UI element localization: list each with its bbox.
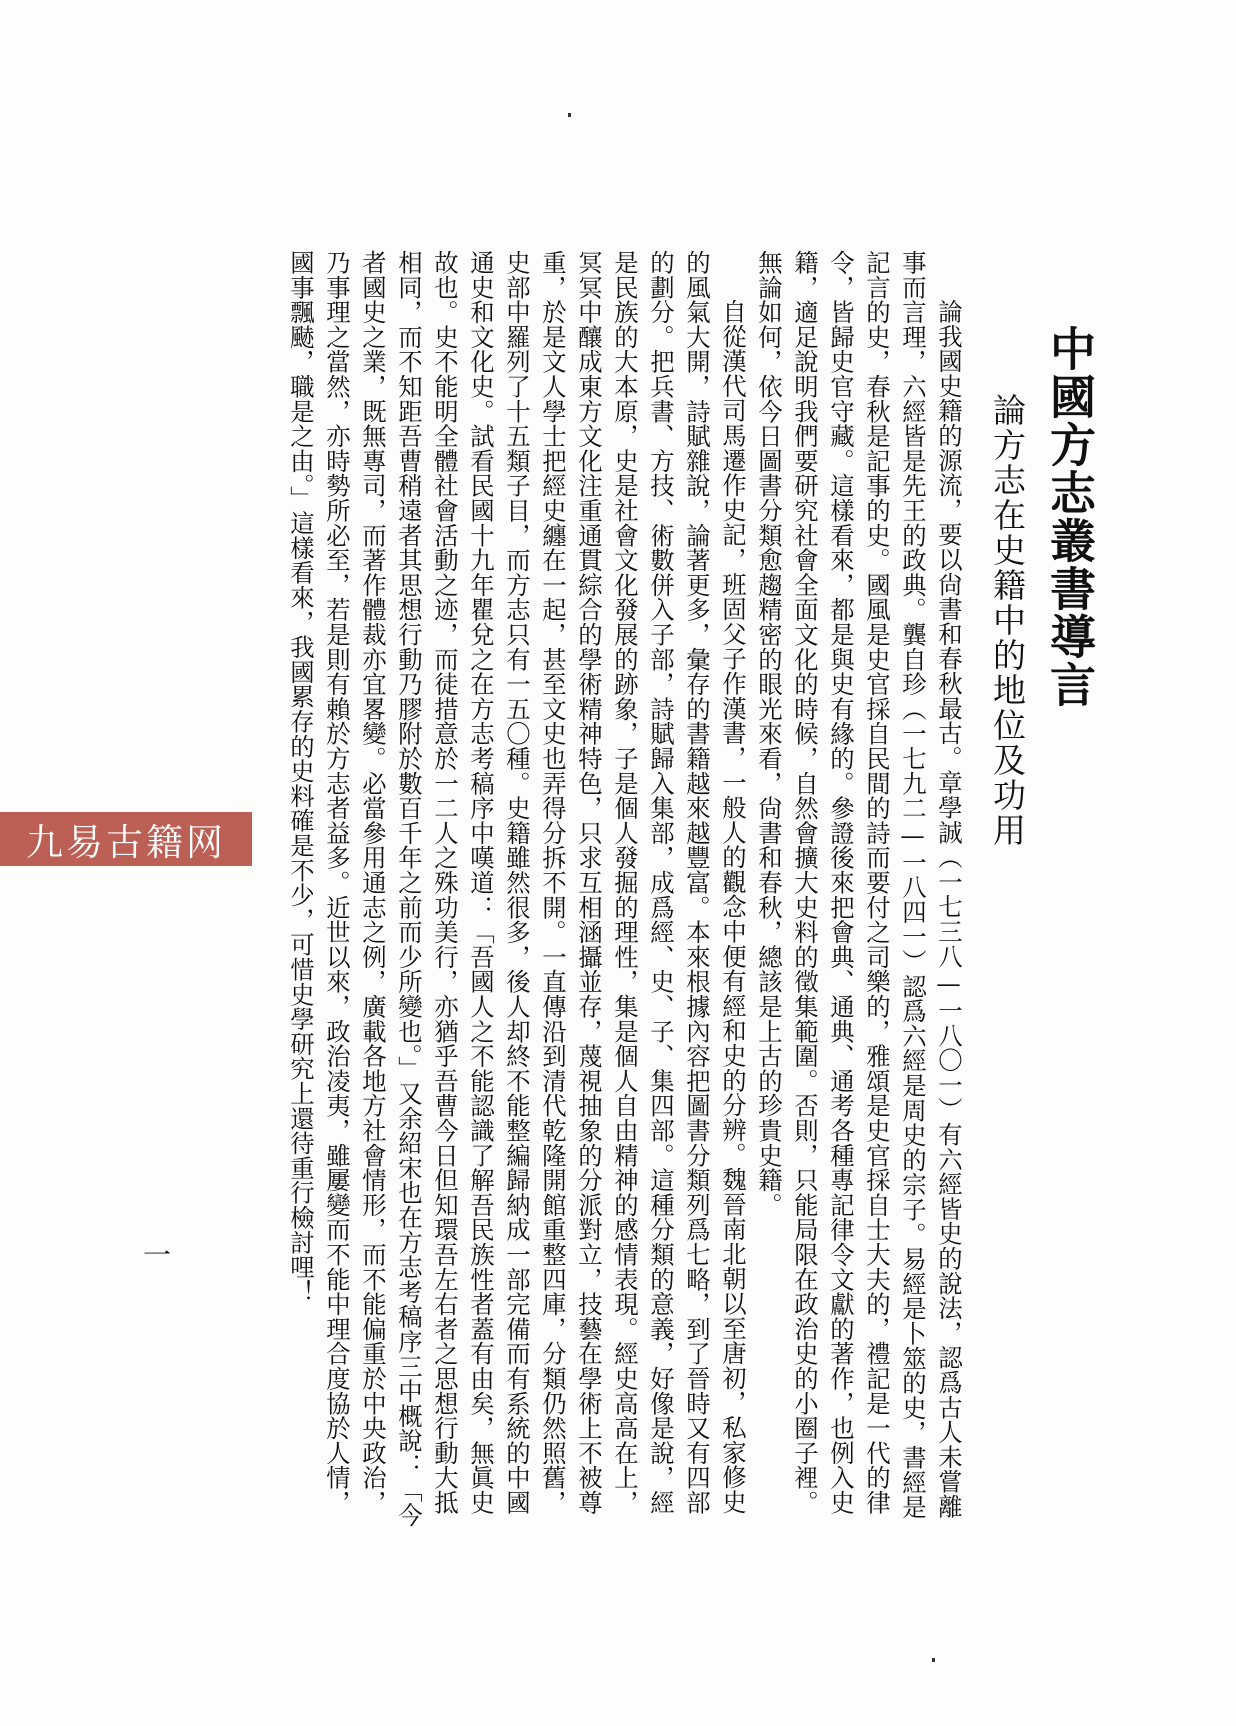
watermark-banner	[0, 812, 252, 866]
paragraph-1: 論我國史籍的源流，要以尙書和春秋最古。章學誠（一七三八—一八〇一）有六經皆史的說法，認爲古人未嘗離事而言理，六經皆是先王的政典。龔自珍（一七九二—一八四一）認爲六經是周史的宗子。易經是卜筮的史，書經是記言的史，春秋是記事的史。國風是史官採自民間的詩而要付之司樂的，雅頌是史官採自士大夫的，禮記是一代的律令，皆歸史官守藏。這樣看來，都是與史有緣的。參證後來把會典、通典、通考各種專記律令文獻的著作，也例入史籍，適足說明我們要研究社會全面文化的時候，自然會擴大史料的徵集範圍。否則，只能局限在政治史的小圈子裡。無論如何，依今日圖書分類愈趨精密的眼光來看，尙書和春秋，總該是上古的珍貴史籍。	[754, 250, 963, 1520]
page-number: 一	[139, 1240, 172, 1268]
print-speck	[568, 113, 571, 117]
document-title: 中國方志叢書導言	[1043, 325, 1097, 709]
print-speck	[932, 1658, 935, 1662]
document-subtitle: 論方志在史籍中的地位及功用	[988, 393, 1027, 848]
paragraph-2: 自從漢代司馬遷作史記，班固父子作漢書，一般人的觀念中便有經和史的分辨。魏晉南北朝以至唐初，私家修史的風氣大開，詩賦雜說，論著更多，彙存的書籍越來越豐富。本來根據內容把圖書分類列爲七略，到了晉時又有四部的劃分。把兵書、方技、術數併入子部，詩賦歸入集部，成爲經、史、子、集四部。這種分類的意義，好像是說，經是民族的大本原，史是社會文化發展的跡象，子是個人發掘的理性，集是個人自由精神的感情表現。經史高高在上，冥冥中釀成東方文化注重通貫綜合的學術精神特色，只求互相涵攝並存，蔑視抽象的分派對立，技藝在學術上不被尊重，於是文人學士把經史纏在一起，甚至文史也弄得分拆不開。一直傳沿到清代乾隆開館重整四庫，分類仍然照舊，史部中羅列了十五類子目，而方志只有一五〇種。史籍雖然很多，後人却終不能整編歸納成一部完備而有系統的中國通史和文化史。試看民國十九年瞿兌之在方志考稿序中嘆道：「吾國人之不能認識了解吾民族性者蓋有由矣，無眞史故也。史不能明全體社會活動之迹，而徒措意於一二人之殊功美行，亦猶乎吾曹今日但知環吾左右者之思想行動大抵相同，而不知距吾曹稍遠者其思想行動乃膠附於數百千年之前而少所變也。」又余紹宋也在方志考稿序三中概說：「今者國史之業，既無專司，而著作體裁亦宜畧變。必當參用通志之例，廣載各地方社會情形，而不能偏重於中央政治，乃事理之當然，亦時勢所必至，若是則有賴於方志者益多。近世以來，政治凌夷，雖屢變而不能中理合度協於人情，國事飄䬉，職是之由。」這樣看來，我國累存的史料確是不少，可惜史學研究上還待重行檢討哩！	[286, 250, 747, 1528]
body-text	[282, 250, 966, 1535]
watermark-text: 九易古籍网	[26, 821, 226, 864]
